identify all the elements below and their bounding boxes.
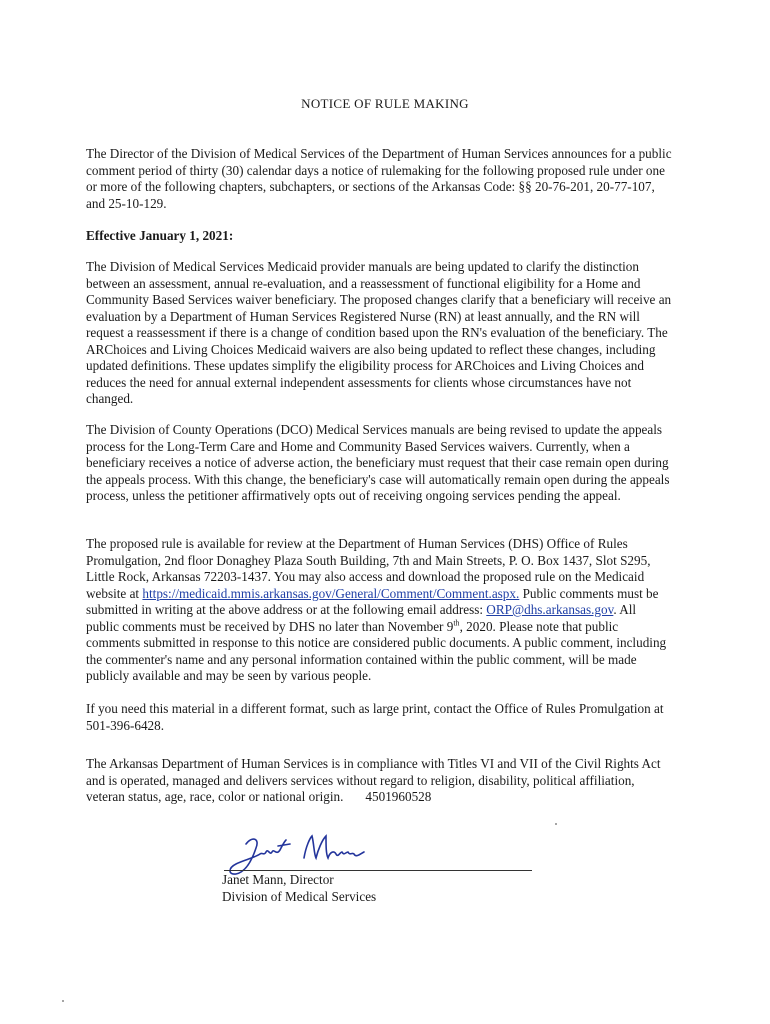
medicaid-manuals-paragraph: The Division of Medical Services Medicaid provider manuals are being updated to clarify the distinction between an assessment, annual re-evaluation, and a reassessment of functional eligibility for a Home and Community Based Services waiver beneficiary. The proposed changes clarify that a beneficiary will receive an evaluation by a Department of Human Services Registered Nurse (RN) at least annually, and the RN will request a reassessment if there is a change of condition based upon the RN's evaluation of the beneficiary. The ARChoices and Living Choices Medicaid waivers are also being updated to reflect these changes, including updated definitions. These updates simplify the eligibility process for ARChoices and Living Choices and reduces the need for annual external independent assessments for clients whose circumstances have not changed. bbox=[86, 259, 672, 406]
dco-manuals-paragraph: The Division of County Operations (DCO) Medical Services manuals are being revised to update the appeals process for the Long-Term Care and Home and Community Based Services waivers. Currently, when a beneficiary receives a notice of adverse action, the beneficiary must request that their case remain open during the appeals process. With this change, the beneficiary's case will automatically remain open during the appeals process, unless the petitioner affirmatively opts out of receiving ongoing services pending the appeal. bbox=[86, 422, 670, 503]
review-text-2: Public comments must be submitted in writing at the above address or at the following email address: bbox=[86, 585, 659, 617]
alternate-format-paragraph: If you need this material in a different format, such as large print, contact the Office of Rules Promulgation at 501-396-6428. bbox=[86, 701, 664, 733]
review-text-3: . All public comments must be received by DHS no later than November 9 bbox=[86, 602, 637, 634]
signer-division: Division of Medical Services bbox=[222, 889, 377, 904]
scan-speck bbox=[555, 823, 557, 825]
notice-title: NOTICE OF RULE MAKING bbox=[301, 96, 469, 111]
compliance-paragraph bbox=[86, 756, 672, 806]
medicaid-website-link[interactable]: https://medicaid.mmis.arkansas.gov/General/Comment/Comment.aspx. bbox=[142, 585, 520, 601]
signature-line bbox=[224, 870, 532, 871]
review-text-4: , 2020. Please note that public comments submitted in response to this notice are considered public documents. A public comment, including the commenter's name and any personal information contained within the public comment, will be made publicly available and may be seen by various people. bbox=[86, 618, 667, 683]
ordinal-suffix: th bbox=[453, 618, 460, 628]
document-number: 4501960528 bbox=[365, 789, 432, 804]
review-text-1: The proposed rule is available for review at the Department of Human Services (DHS) Office of Rules Promulgation, 2nd floor Donaghey Plaza South Building, 7th and Main Streets, P. O. Box 1437, Slot S295, Little Rock, Arkansas 72203-1437. You may also access and download the proposed rule on the Medicaid website at bbox=[86, 536, 651, 601]
compliance-text: The Arkansas Department of Human Services is in compliance with Titles VI and VII of the Civil Rights Act and is operated, managed and delivers services without regard to religion, disability, political affiliation, veteran status, age, race, color or national origin. bbox=[86, 756, 661, 804]
effective-date-heading: Effective January 1, 2021: bbox=[86, 228, 234, 243]
email-link[interactable]: ORP@dhs.arkansas.gov bbox=[486, 602, 614, 617]
signer-name-title: Janet Mann, Director bbox=[222, 872, 334, 887]
review-paragraph bbox=[86, 536, 672, 685]
intro-paragraph: The Director of the Division of Medical Services of the Department of Human Services announces for a public comment period of thirty (30) calendar days a notice of rulemaking for the following proposed rule under one or more of the following chapters, subchapters, or sections of the Arkansas Code: §§ 20-76-201, 20-77-107, and 25-10-129. bbox=[86, 146, 672, 211]
scan-speck bbox=[62, 1000, 64, 1002]
